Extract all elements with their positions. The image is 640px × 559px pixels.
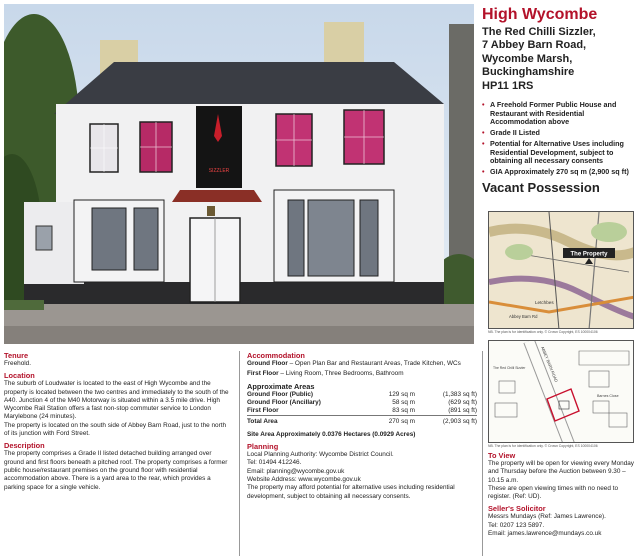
description-text: The property comprises a Grade II listed detached building arranged over ground and first floors beneath a pitched roof. The property comprises a former public house/restaurant premises on the ground floor with residential accommodation above. There is a yard area to the rear, which provides a parking space for a single vehicle. (4, 450, 228, 491)
town-title: High Wycombe (482, 6, 598, 23)
floor-description: – Open Plan Bar and Restaurant Areas, Trade Kitchen, WCs (287, 360, 461, 367)
viewing-text: The property will be open for viewing every Monday and Thursday before the Auction between 9.30 – 10.15 a.m. (488, 460, 634, 484)
total-sqm: 270 sq m (373, 416, 415, 427)
accommodation-heading: Accommodation (247, 351, 305, 360)
address-line: 7 Abbey Barn Road, (482, 39, 587, 52)
planning-note: The property may afford potential for alternative uses including residential development, subject to obtaining all necessary consents. (247, 484, 455, 500)
area-label: First Floor (247, 407, 279, 415)
address-line: Buckinghamshire (482, 66, 575, 79)
planning-email: Email: planning@wycombe.gov.uk (247, 467, 345, 475)
accommodation-ground (247, 360, 477, 368)
details-column-middle (247, 351, 477, 501)
planning-phone: Tel: 01494 412246. (247, 459, 302, 467)
listing-header (482, 6, 638, 195)
map-place-label: Letchbes (535, 300, 554, 305)
area-label: Ground Floor (Public) (247, 390, 314, 398)
address-line: The Red Chilli Sizzler, (482, 26, 596, 38)
feature-item: • GIA Approximately 270 sq m (2,900 sq ft) (482, 168, 638, 177)
total-label: Total Area (247, 416, 373, 427)
tenure-text: Freehold. (4, 360, 31, 367)
solicitor-name: Messrs Mundays (Ref: James Lawrence). (488, 513, 606, 521)
planning-authority: Local Planning Authority: Wycombe District Council. (247, 451, 394, 459)
area-sqm: 129 sq m (388, 390, 415, 398)
column-divider (239, 351, 240, 556)
total-sqft: (2,903 sq ft) (415, 416, 477, 427)
floor-label: First Floor (247, 370, 279, 378)
floor-description: – Living Room, Three Bedrooms, Bathroom (278, 370, 404, 378)
property-photo (4, 4, 474, 344)
areas-table (247, 391, 477, 427)
map-place-label: Abbey Barn Rd (509, 314, 538, 319)
map-marker-label: The Property (570, 251, 608, 258)
table-row (247, 391, 477, 399)
possession-status: Vacant Possession (482, 179, 600, 195)
feature-item: • Potential for Alternative Uses including Residential Development, subject to obtaining all necessary consents (482, 140, 638, 166)
planning-heading: Planning (247, 442, 279, 452)
floor-label: Ground Floor (247, 360, 288, 367)
map-caption: NB. The plan is for identification only. © Crown Copyright, ES 100004106 (488, 330, 598, 334)
location-heading: Location (4, 371, 35, 381)
address-line: HP11 1RS (482, 79, 534, 92)
area-label: Ground Floor (Ancillary) (247, 398, 321, 406)
site-area: Site Area Approximately 0.0376 Hectares (0.0929 Acres) (247, 430, 416, 438)
details-column-left (4, 351, 232, 492)
map-caption: NB. The plan is for identification only. © Crown Copyright, ES 100004106 (488, 444, 598, 448)
areas-heading: Approximate Areas (247, 381, 315, 391)
accommodation-first (247, 370, 477, 378)
viewing-text: These are open viewing times with no need to register. (Ref: UD). (488, 484, 619, 501)
property-address (482, 26, 638, 93)
feature-item: • A Freehold Former Public House and Restaurant with Residential Accommodation above (482, 101, 638, 127)
tenure-heading: Tenure (4, 351, 29, 360)
solicitor-heading: Seller's Solicitor (488, 504, 546, 514)
area-sqm: 58 sq m (392, 398, 415, 406)
location-text: The suburb of Loudwater is located to the east of High Wycombe and the property is located between the two centres and immediately to the south of the A40. Junction 4 of the M40 Motorway is situated within a 3.5 mile drive. High Wycombe Rail Station offers a fast non-stop commuter service to London Marylebone (24 minutes). (4, 380, 229, 421)
map-place-label: The Red Chilli Sizzler (493, 366, 526, 370)
area-sqft: (891 sq ft) (448, 407, 477, 415)
viewing-heading: To View (488, 451, 516, 460)
area-sqft: (1,383 sq ft) (442, 390, 477, 398)
map-place-label: Barnes Close (597, 394, 619, 398)
details-column-right (488, 451, 638, 538)
column-divider (482, 351, 483, 556)
location-text: The property is located on the south side of Abbey Barn Road, just to the north of its junction with Ford Street. (4, 421, 227, 438)
address-line: Wycombe Marsh, (482, 52, 573, 65)
sign-text: SIZZLER (208, 168, 230, 174)
map-road-label: ABBEY BARN ROAD (540, 345, 560, 383)
total-row (247, 416, 477, 427)
location-map (488, 211, 634, 329)
description-heading: Description (4, 441, 45, 451)
solicitor-email: Email: james.lawrence@mundays.co.uk (488, 530, 602, 538)
area-sqm: 83 sq m (392, 407, 415, 415)
table-row (247, 407, 477, 416)
site-plan (488, 340, 634, 443)
area-sqft: (629 sq ft) (448, 398, 477, 406)
table-row (247, 399, 477, 407)
solicitor-phone: Tel: 0207 123 5897. (488, 521, 545, 529)
key-features (482, 101, 638, 177)
feature-item: • Grade II Listed (482, 129, 638, 138)
planning-website: Website Address: www.wycombe.gov.uk (247, 475, 361, 483)
